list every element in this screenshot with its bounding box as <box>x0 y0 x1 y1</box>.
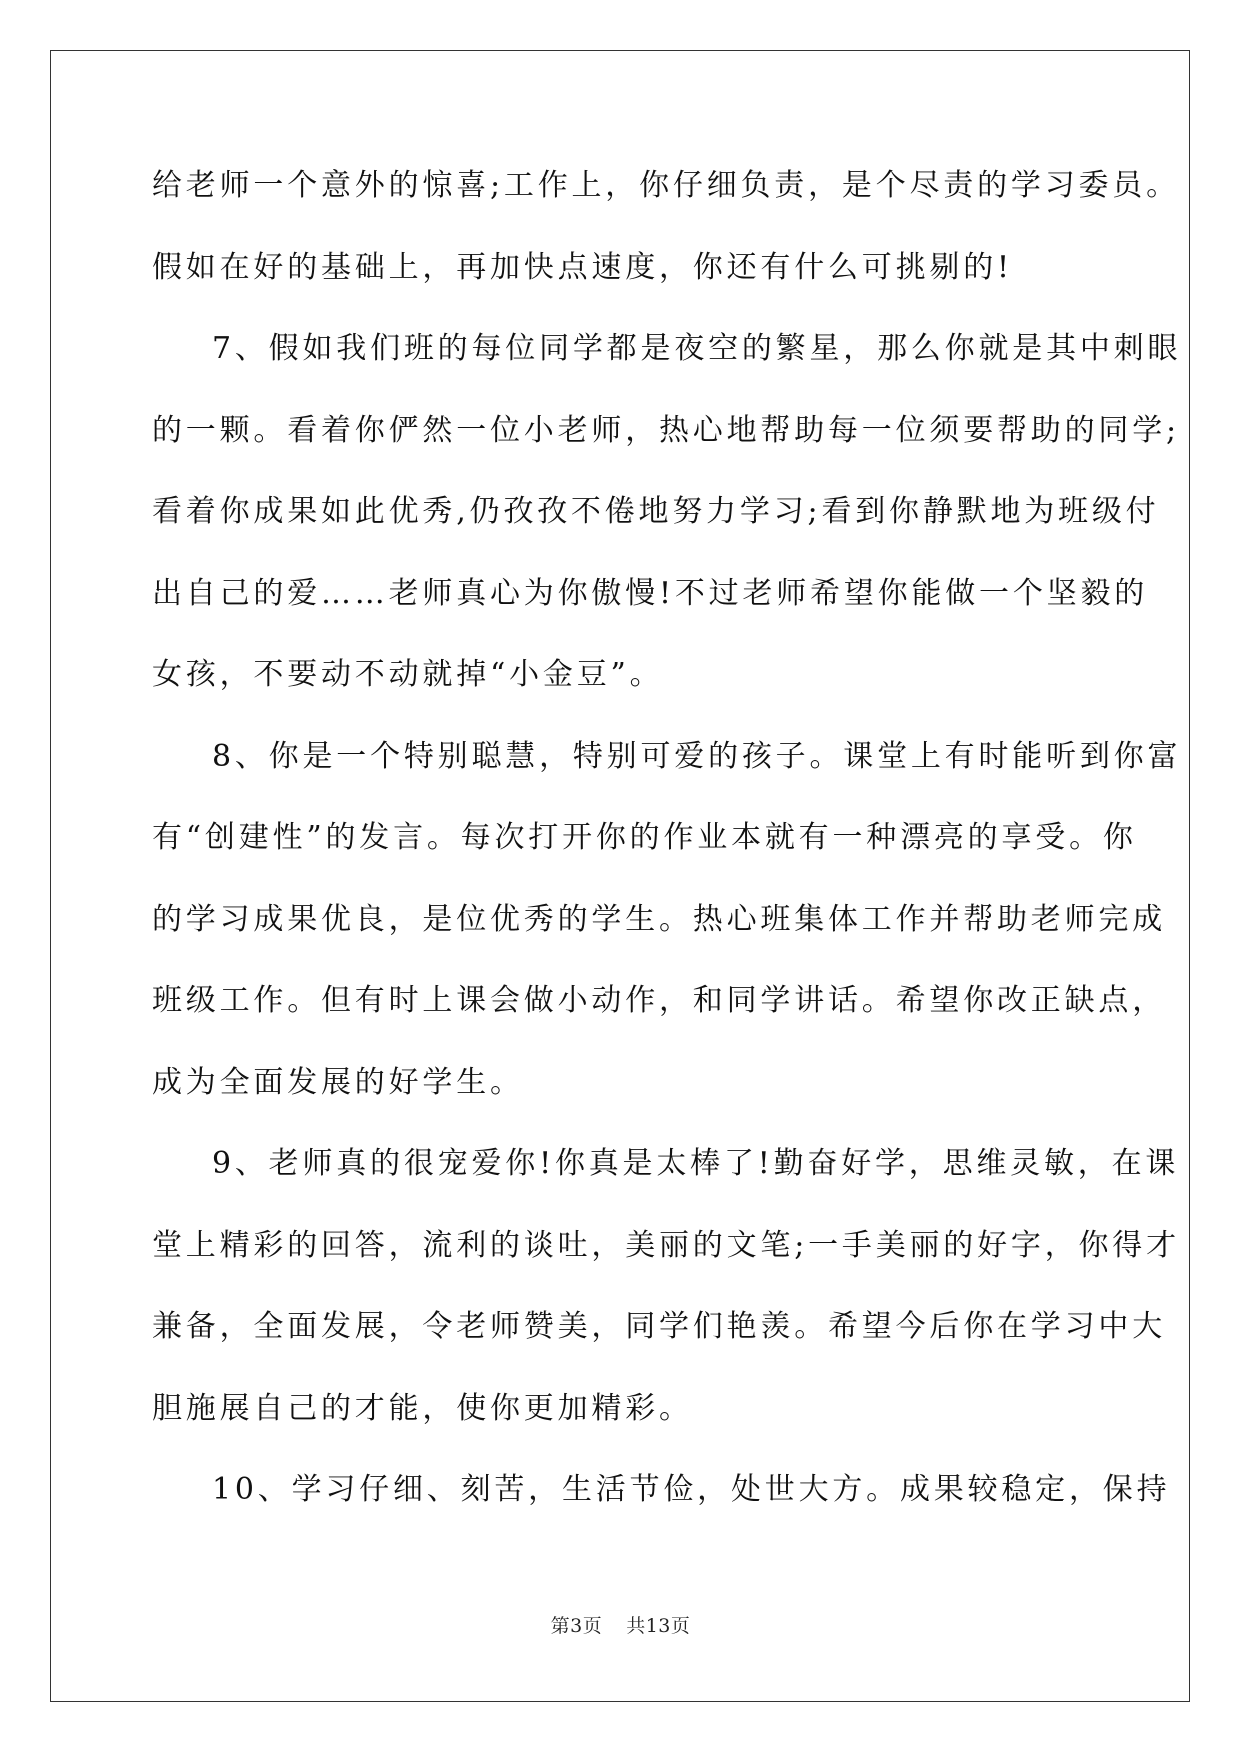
paragraph <box>152 166 1180 329</box>
text-line: 9、老师真的很宠爱你!你真是太棒了!勤奋好学，思维灵敏，在课 <box>212 1146 1180 1181</box>
paragraph <box>152 1144 1180 1470</box>
text-line: 8、你是一个特别聪慧，特别可爱的孩子。课堂上有时能听到你富 <box>212 738 1182 774</box>
text-line: 胆施展自己的才能，使你更加精彩。 <box>152 1390 693 1426</box>
paragraph <box>152 1470 1171 1552</box>
page-total: 共13页 <box>626 1615 691 1637</box>
text-line: 有“创建性”的发言。每次打开你的作业本就有一种漂亮的享受。你 <box>152 820 1137 855</box>
text-line: 出自己的爱……老师真心为你傲慢!不过老师希望你能做一个坚毅的 <box>152 575 1149 611</box>
text-line: 兼备，全面发展，令老师赞美，同学们艳羡。希望今后你在学习中大 <box>152 1309 1166 1344</box>
text-line: 班级工作。但有时上课会做小动作，和同学讲话。希望你改正缺点， <box>152 983 1166 1018</box>
paragraph <box>152 329 1182 737</box>
page-number: 第3页 <box>550 1615 603 1637</box>
text-line: 成为全面发展的好学生。 <box>152 1064 524 1100</box>
text-line: 的一颗。看着你俨然一位小老师，热心地帮助每一位须要帮助的同学; <box>152 412 1180 448</box>
document-body <box>152 166 1182 1552</box>
text-line: 7、假如我们班的每位同学都是夜空的繁星，那么你就是其中刺眼 <box>212 331 1182 366</box>
paragraph <box>152 737 1182 1145</box>
text-line: 给老师一个意外的惊喜;工作上，你仔细负责，是个尽责的学习委员。 <box>152 168 1180 203</box>
text-line: 女孩，不要动不动就掉“小金豆”。 <box>152 657 664 692</box>
page-footer <box>0 1614 1241 1638</box>
text-line: 假如在好的基础上，再加快点速度，你还有什么可挑剔的! <box>152 249 1013 285</box>
text-line: 的学习成果优良，是位优秀的学生。热心班集体工作并帮助老师完成 <box>152 901 1166 937</box>
text-line: 堂上精彩的回答，流利的谈吐，美丽的文笔;一手美丽的好字，你得才 <box>152 1227 1180 1263</box>
text-line: 10、学习仔细、刻苦，生活节俭，处世大方。成果较稳定，保持 <box>212 1472 1171 1507</box>
text-line: 看着你成果如此优秀,仍孜孜不倦地努力学习;看到你静默地为班级付 <box>152 494 1160 529</box>
